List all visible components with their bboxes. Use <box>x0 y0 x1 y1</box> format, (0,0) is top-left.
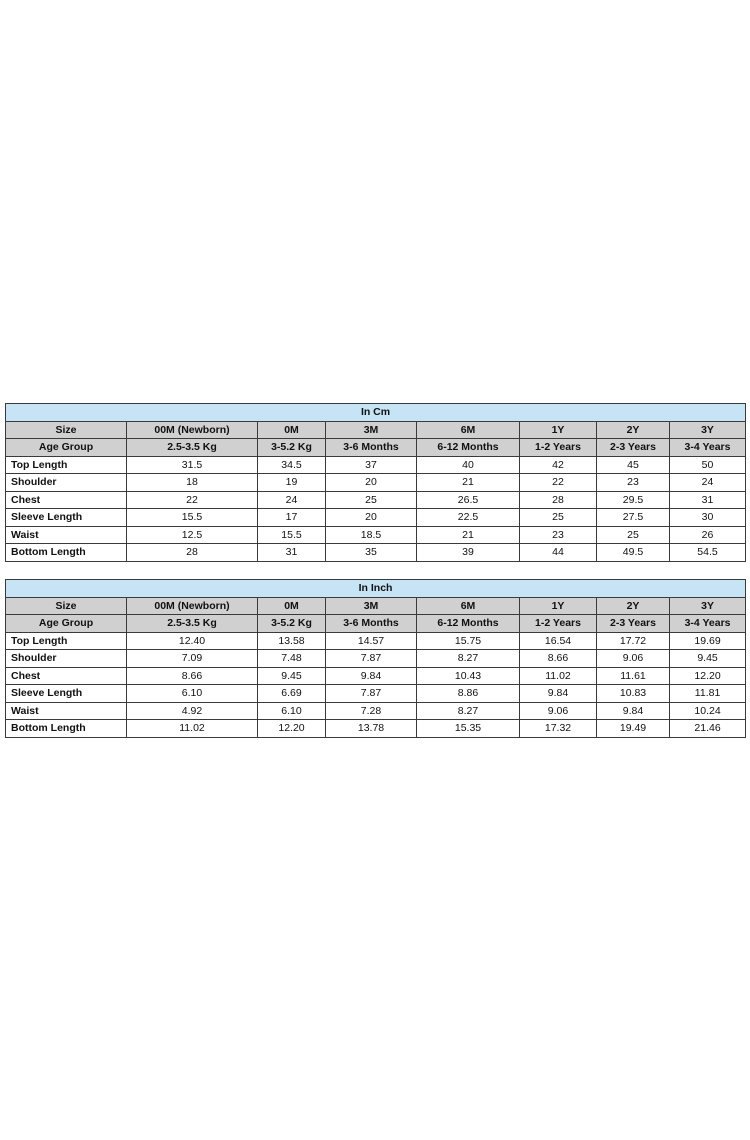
table-title-row <box>6 580 746 598</box>
table-title: In Inch <box>6 580 746 598</box>
measurement-value: 42 <box>520 456 597 474</box>
measurement-label: Waist <box>6 702 127 720</box>
measurement-value: 15.35 <box>417 720 520 738</box>
measurement-value: 31 <box>670 491 746 509</box>
size-header-cell: 0M <box>258 597 326 615</box>
measurement-value: 19 <box>258 474 326 492</box>
measurement-row <box>6 632 746 650</box>
measurement-value: 44 <box>520 544 597 562</box>
age-group-header-cell: 2-3 Years <box>597 615 670 633</box>
measurement-label: Bottom Length <box>6 720 127 738</box>
measurement-row <box>6 702 746 720</box>
size-header-cell: 6M <box>417 597 520 615</box>
measurement-value: 20 <box>326 509 417 527</box>
measurement-value: 9.84 <box>520 685 597 703</box>
size-header-cell: 2Y <box>597 421 670 439</box>
measurement-value: 12.40 <box>127 632 258 650</box>
measurement-label: Chest <box>6 667 127 685</box>
measurement-value: 20 <box>326 474 417 492</box>
measurement-row <box>6 667 746 685</box>
age-group-header-cell: 2.5-3.5 Kg <box>127 439 258 457</box>
measurement-value: 6.10 <box>127 685 258 703</box>
measurement-value: 23 <box>597 474 670 492</box>
measurement-value: 17.32 <box>520 720 597 738</box>
age-group-header-cell: 3-5.2 Kg <box>258 439 326 457</box>
measurement-label: Waist <box>6 526 127 544</box>
size-header-cell: 1Y <box>520 597 597 615</box>
measurement-value: 8.27 <box>417 702 520 720</box>
measurement-value: 24 <box>258 491 326 509</box>
measurement-row <box>6 526 746 544</box>
age-group-header-row <box>6 615 746 633</box>
measurement-value: 8.66 <box>127 667 258 685</box>
measurement-value: 25 <box>326 491 417 509</box>
size-header-cell: 6M <box>417 421 520 439</box>
size-header-row <box>6 597 746 615</box>
measurement-label: Top Length <box>6 632 127 650</box>
measurement-value: 50 <box>670 456 746 474</box>
measurement-value: 9.06 <box>520 702 597 720</box>
table-title: In Cm <box>6 404 746 422</box>
measurement-value: 7.28 <box>326 702 417 720</box>
measurement-value: 11.81 <box>670 685 746 703</box>
measurement-row <box>6 544 746 562</box>
table-body <box>6 580 746 738</box>
size-chart-cm-table <box>5 403 746 562</box>
size-chart-inch-table <box>5 579 746 738</box>
measurement-value: 34.5 <box>258 456 326 474</box>
size-header-label: Size <box>6 421 127 439</box>
measurement-value: 45 <box>597 456 670 474</box>
measurement-value: 26 <box>670 526 746 544</box>
measurement-value: 12.5 <box>127 526 258 544</box>
measurement-value: 19.69 <box>670 632 746 650</box>
measurement-value: 31.5 <box>127 456 258 474</box>
age-group-header-cell: 6-12 Months <box>417 615 520 633</box>
measurement-value: 8.86 <box>417 685 520 703</box>
measurement-value: 22.5 <box>417 509 520 527</box>
measurement-value: 23 <box>520 526 597 544</box>
measurement-value: 12.20 <box>258 720 326 738</box>
age-group-header-cell: 2-3 Years <box>597 439 670 457</box>
age-group-header-cell: 2.5-3.5 Kg <box>127 615 258 633</box>
measurement-value: 22 <box>520 474 597 492</box>
measurement-value: 14.57 <box>326 632 417 650</box>
measurement-label: Bottom Length <box>6 544 127 562</box>
measurement-value: 9.45 <box>670 650 746 668</box>
measurement-value: 11.02 <box>520 667 597 685</box>
age-group-header-label: Age Group <box>6 439 127 457</box>
measurement-value: 15.5 <box>258 526 326 544</box>
measurement-label: Shoulder <box>6 474 127 492</box>
measurement-value: 11.02 <box>127 720 258 738</box>
age-group-header-row <box>6 439 746 457</box>
size-header-cell: 2Y <box>597 597 670 615</box>
age-group-header-cell: 3-6 Months <box>326 439 417 457</box>
measurement-value: 9.45 <box>258 667 326 685</box>
measurement-value: 18.5 <box>326 526 417 544</box>
measurement-value: 17 <box>258 509 326 527</box>
size-header-label: Size <box>6 597 127 615</box>
measurement-row <box>6 685 746 703</box>
measurement-value: 7.87 <box>326 685 417 703</box>
age-group-header-cell: 3-5.2 Kg <box>258 615 326 633</box>
measurement-row <box>6 474 746 492</box>
measurement-value: 35 <box>326 544 417 562</box>
measurement-value: 28 <box>127 544 258 562</box>
size-header-cell: 3Y <box>670 597 746 615</box>
measurement-value: 21 <box>417 474 520 492</box>
measurement-value: 27.5 <box>597 509 670 527</box>
measurement-value: 8.66 <box>520 650 597 668</box>
measurement-value: 24 <box>670 474 746 492</box>
measurement-value: 17.72 <box>597 632 670 650</box>
measurement-value: 18 <box>127 474 258 492</box>
measurement-value: 25 <box>520 509 597 527</box>
measurement-value: 30 <box>670 509 746 527</box>
measurement-row <box>6 650 746 668</box>
measurement-label: Shoulder <box>6 650 127 668</box>
measurement-value: 29.5 <box>597 491 670 509</box>
measurement-row <box>6 491 746 509</box>
measurement-value: 7.09 <box>127 650 258 668</box>
size-header-cell: 00M (Newborn) <box>127 421 258 439</box>
measurement-value: 9.06 <box>597 650 670 668</box>
size-header-cell: 3M <box>326 421 417 439</box>
measurement-value: 40 <box>417 456 520 474</box>
measurement-label: Sleeve Length <box>6 509 127 527</box>
age-group-header-cell: 3-6 Months <box>326 615 417 633</box>
measurement-value: 11.61 <box>597 667 670 685</box>
age-group-header-cell: 1-2 Years <box>520 439 597 457</box>
measurement-value: 10.43 <box>417 667 520 685</box>
measurement-value: 9.84 <box>326 667 417 685</box>
age-group-header-cell: 3-4 Years <box>670 615 746 633</box>
measurement-value: 15.5 <box>127 509 258 527</box>
size-header-cell: 00M (Newborn) <box>127 597 258 615</box>
measurement-label: Sleeve Length <box>6 685 127 703</box>
measurement-value: 10.83 <box>597 685 670 703</box>
measurement-row <box>6 509 746 527</box>
measurement-value: 9.84 <box>597 702 670 720</box>
age-group-header-cell: 6-12 Months <box>417 439 520 457</box>
measurement-row <box>6 720 746 738</box>
measurement-value: 28 <box>520 491 597 509</box>
size-header-cell: 3M <box>326 597 417 615</box>
table-title-row <box>6 404 746 422</box>
measurement-value: 54.5 <box>670 544 746 562</box>
measurement-value: 4.92 <box>127 702 258 720</box>
size-header-cell: 0M <box>258 421 326 439</box>
measurement-value: 6.69 <box>258 685 326 703</box>
measurement-label: Top Length <box>6 456 127 474</box>
size-header-cell: 3Y <box>670 421 746 439</box>
measurement-value: 16.54 <box>520 632 597 650</box>
age-group-header-cell: 3-4 Years <box>670 439 746 457</box>
measurement-value: 6.10 <box>258 702 326 720</box>
measurement-value: 10.24 <box>670 702 746 720</box>
measurement-value: 8.27 <box>417 650 520 668</box>
measurement-row <box>6 456 746 474</box>
measurement-value: 12.20 <box>670 667 746 685</box>
table-body <box>6 404 746 562</box>
measurement-value: 37 <box>326 456 417 474</box>
measurement-value: 13.58 <box>258 632 326 650</box>
measurement-value: 21 <box>417 526 520 544</box>
measurement-value: 39 <box>417 544 520 562</box>
measurement-label: Chest <box>6 491 127 509</box>
measurement-value: 31 <box>258 544 326 562</box>
measurement-value: 7.87 <box>326 650 417 668</box>
measurement-value: 7.48 <box>258 650 326 668</box>
measurement-value: 26.5 <box>417 491 520 509</box>
measurement-value: 25 <box>597 526 670 544</box>
measurement-value: 22 <box>127 491 258 509</box>
age-group-header-label: Age Group <box>6 615 127 633</box>
age-group-header-cell: 1-2 Years <box>520 615 597 633</box>
measurement-value: 49.5 <box>597 544 670 562</box>
measurement-value: 19.49 <box>597 720 670 738</box>
size-header-cell: 1Y <box>520 421 597 439</box>
measurement-value: 21.46 <box>670 720 746 738</box>
measurement-value: 13.78 <box>326 720 417 738</box>
size-header-row <box>6 421 746 439</box>
measurement-value: 15.75 <box>417 632 520 650</box>
